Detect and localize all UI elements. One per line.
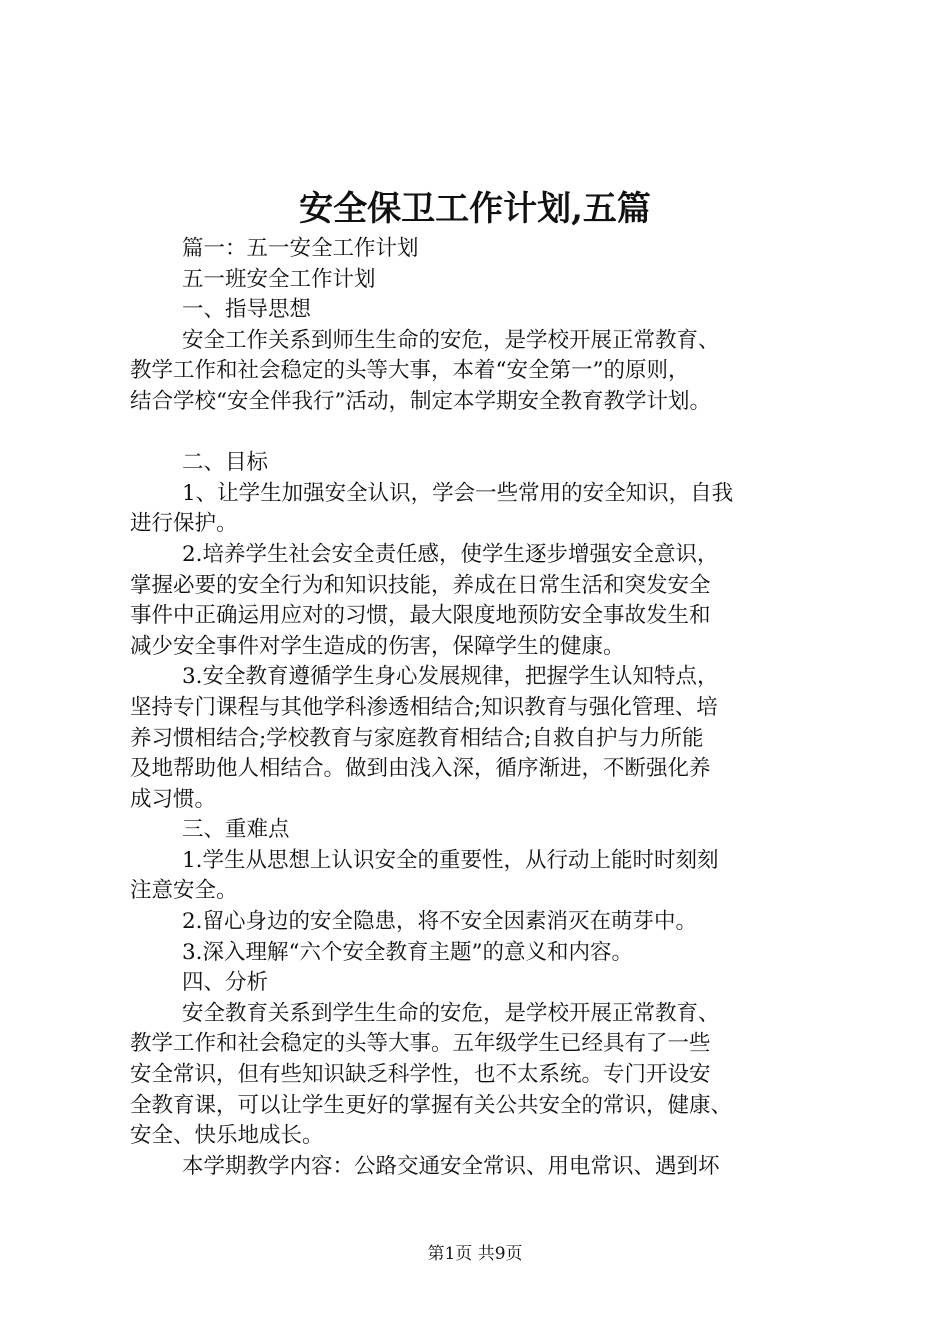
text-line: 及地帮助他人相结合。做到由浅入深，循序渐进，不断强化养: [130, 756, 711, 782]
page-footer: 第1页 共9页: [427, 1244, 523, 1264]
text-line: 减少安全事件对学生造成的伤害，保障学生的健康。: [130, 633, 625, 659]
text-line: 进行保护。: [130, 511, 238, 537]
text-line: 养习惯相结合;学校教育与家庭教育相结合;自救自护与力所能: [130, 725, 704, 751]
text-line: 注意安全。: [130, 878, 238, 904]
text-line: 成习惯。: [130, 786, 217, 812]
text-line: 3.深入理解“六个安全教育主题”的意义和内容。: [182, 939, 633, 965]
document-title: 安全保卫工作计划,五篇: [299, 189, 651, 229]
text-line: 掌握必要的安全行为和知识技能，养成在日常生活和突发安全: [130, 572, 711, 598]
text-line: 全教育课，可以让学生更好的掌握有关公共安全的常识，健康、: [130, 1092, 733, 1118]
text-line: 安全、快乐地成长。: [130, 1123, 324, 1149]
text-line: 教学工作和社会稳定的头等大事，本着“安全第一”的原则，: [130, 358, 690, 384]
text-line: 本学期教学内容：公路交通安全常识、用电常识、遇到坏: [182, 1153, 720, 1179]
section-heading: 二、目标: [182, 450, 269, 476]
text-line: 安全工作关系到师生生命的安危，是学校开展正常教育、: [182, 327, 720, 353]
section-heading: 四、分析: [182, 970, 269, 996]
text-line: 3.安全教育遵循学生身心发展规律，把握学生认知特点，: [182, 664, 719, 690]
text-line: 2.留心身边的安全隐患，将不安全因素消灭在萌芽中。: [182, 909, 698, 935]
text-line: 事件中正确运用应对的习惯，最大限度地预防安全事故发生和: [130, 603, 711, 629]
section-heading: 一、指导思想: [182, 297, 312, 323]
document-body: [130, 234, 850, 1182]
section-heading: 三、重难点: [182, 817, 290, 843]
text-line: 篇一：五一安全工作计划: [182, 236, 419, 261]
text-line: 安全教育关系到学生生命的安危，是学校开展正常教育、: [182, 1000, 720, 1026]
text-line: 坚持专门课程与其他学科渗透相结合;知识教育与强化管理、培: [130, 694, 718, 720]
text-line: 五一班安全工作计划: [182, 266, 376, 292]
text-line: 1.学生从思想上认识安全的重要性，从行动上能时时刻刻: [182, 847, 719, 873]
text-line: 2.培养学生社会安全责任感，使学生逐步增强安全意识，: [182, 541, 719, 567]
text-line: 结合学校“安全伴我行”活动，制定本学期安全教育教学计划。: [130, 388, 711, 414]
blank-line: [130, 418, 850, 449]
text-line: 1、让学生加强安全认识，学会一些常用的安全知识，自我: [182, 480, 734, 506]
text-line: 教学工作和社会稳定的头等大事。五年级学生已经具有了一些: [130, 1031, 711, 1057]
text-line: 安全常识，但有些知识缺乏科学性，也不太系统。专门开设安: [130, 1062, 711, 1088]
